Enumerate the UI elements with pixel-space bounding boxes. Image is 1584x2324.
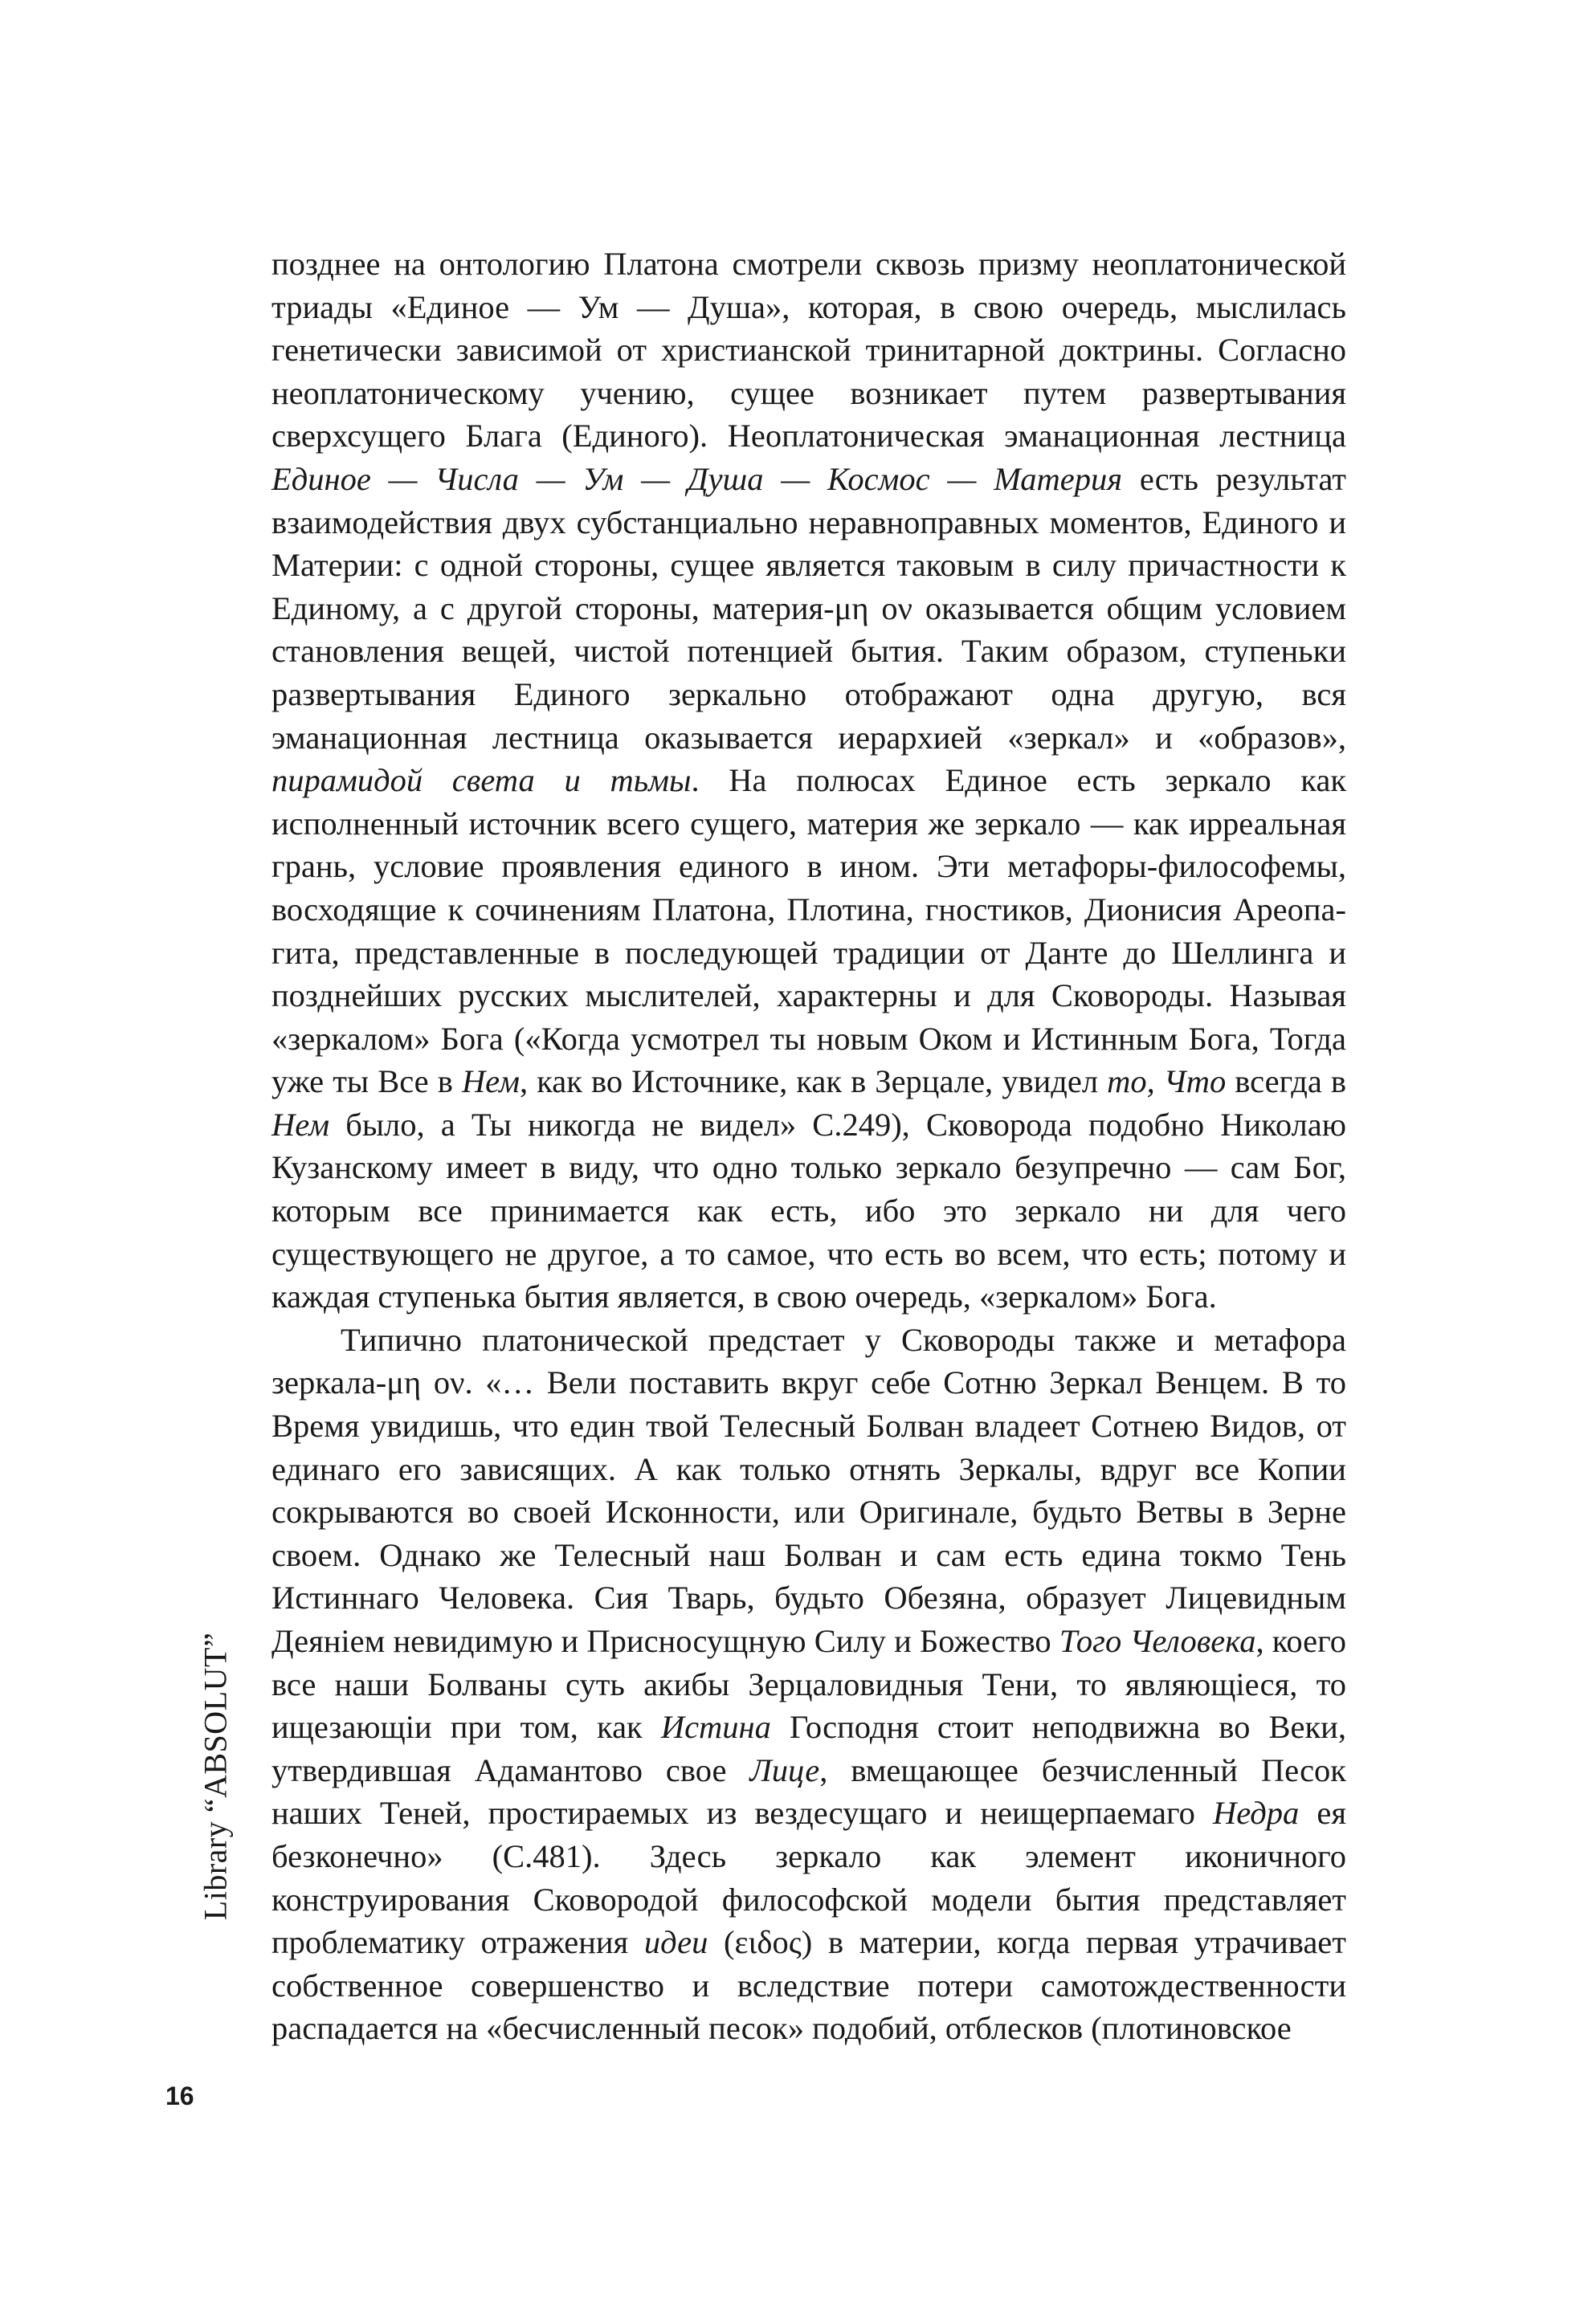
- italic-run: Нем: [461, 1063, 520, 1100]
- italic-run: пирамидой света и тьмы: [271, 762, 692, 799]
- italic-run: Недра: [1213, 1795, 1300, 1832]
- text-run: всегда в: [1226, 1063, 1346, 1100]
- text-run: , как во Источнике, как в Зерцале, увидел: [520, 1063, 1108, 1100]
- text-run: , вмещающее безчисленный Песок наших Теней, простираемых из вездесущаго и неищерпаемаго: [271, 1751, 1346, 1832]
- italic-run: то, Что: [1107, 1063, 1227, 1100]
- body-text: [271, 243, 1346, 2050]
- italic-run: Единое — Числа — Ум — Душа — Космос — Материя: [271, 460, 1123, 497]
- text-run: ея безконечно» (С.481). Здесь зеркало как элемент иконичного конструирования Сковородой философской модели бытия представляет проблематику отражения: [271, 1795, 1347, 1961]
- text-run: . На полюсах Единое есть зеркало как исполненный источник всего сущего, материя же зеркало — как ирреальная грань, условие проявления единого в ином. Эти метафоры-философемы, восходящие к сочинениям Платона, Плотина, гностиков, Дионисия Ареопагита, представленные в последующей традиции от Данте до Шеллинга и позднейших русских мыслителей, характерны и для Сковороды. Называя «зеркалом» Бога («Когда усмотрел ты новым Оком и Истинным Бога, Тогда уже ты Все в: [271, 762, 1346, 1100]
- italic-run: Истина: [660, 1709, 771, 1746]
- paragraph-2: [271, 1319, 1346, 2050]
- page-number: 16: [165, 2081, 194, 2110]
- italic-run: Того Человека: [1059, 1623, 1256, 1659]
- text-run: есть результат взаимодействия двух субстанциально неравноправных моментов, Единого и Материи: с одной стороны, сущее является таковым в силу причастности к Единому, а с другой стороны, материя-μη ον оказывается общим условием становления вещей, чистой потенцией бытия. Таким образом, ступеньки развертывания Единого зеркально отображают одна другую, вся эманационная лестница оказывается иерархией «зеркал» и «образов»,: [271, 460, 1346, 756]
- italic-run: идеи: [643, 1924, 708, 1961]
- text-run: Господня стоит неподвижна во Веки, утвердившая Адамантово свое: [271, 1709, 1346, 1788]
- italic-run: Лице: [749, 1751, 820, 1788]
- text-run: (ειδος) в материи, когда первая утрачивает собственное совершенство и вследствие потери самотождественности распадается на «бесчисленный песок» подобий, отблесков (плотиновское: [271, 1924, 1346, 2047]
- paragraph-1: [271, 243, 1346, 1319]
- text-run: Типично платонической предстает у Сковороды также и метафора зеркала-μη ον. «… Вели поставить вкруг себе Сотню Зеркал Венцем. В то Время увидишь, что един твой Телесный Болван владеет Сотнею Видов, от единаго его зависящих. А как только отнять Зеркалы, вдруг все Копии сокрываются во своей Исконности, или Оригинале, будьто Ветвы в Зерне своем. Однако же Телесный наш Болван и сам есть едина токмо Тень Истиннаго Человека. Сия Тварь, будьто Обезяна, образует Лицевидным Деяніем невидимую и Присносущную Силу и Божество: [271, 1321, 1346, 1659]
- running-head-text: Library “ABSOLUT”: [197, 1632, 234, 1921]
- text-run: позднее на онтологию Платона смотрели сквозь призму неоплатонической триады «Единое — Ум — Душа», которая, в свою очередь, мыслилась генетически зависимой от христианской тринитарной доктрины. Согласно неоплатоническому учению, сущее возникает путем развертывания сверхсущего Блага (Единого). Неоплатоническая эманационная лестница: [271, 246, 1346, 455]
- italic-run: Нем: [271, 1106, 330, 1143]
- text-run: было, а Ты никогда не видел» С.249), Сковорода подобно Николаю Кузанскому имеет в виду, что одно только зеркало безупречно — сам Бог, которым все принимается как есть, ибо это зеркало ни для чего существующего не другое, а то самое, что есть во всем, что есть; потому и каждая ступенька бытия является, в свою очередь, «зеркалом» Бога.: [271, 1106, 1346, 1315]
- text-run: , коего все наши Болваны суть акибы Зерцаловидныя Тени, то являющіеся, то ищезающіи при том, как: [271, 1623, 1346, 1746]
